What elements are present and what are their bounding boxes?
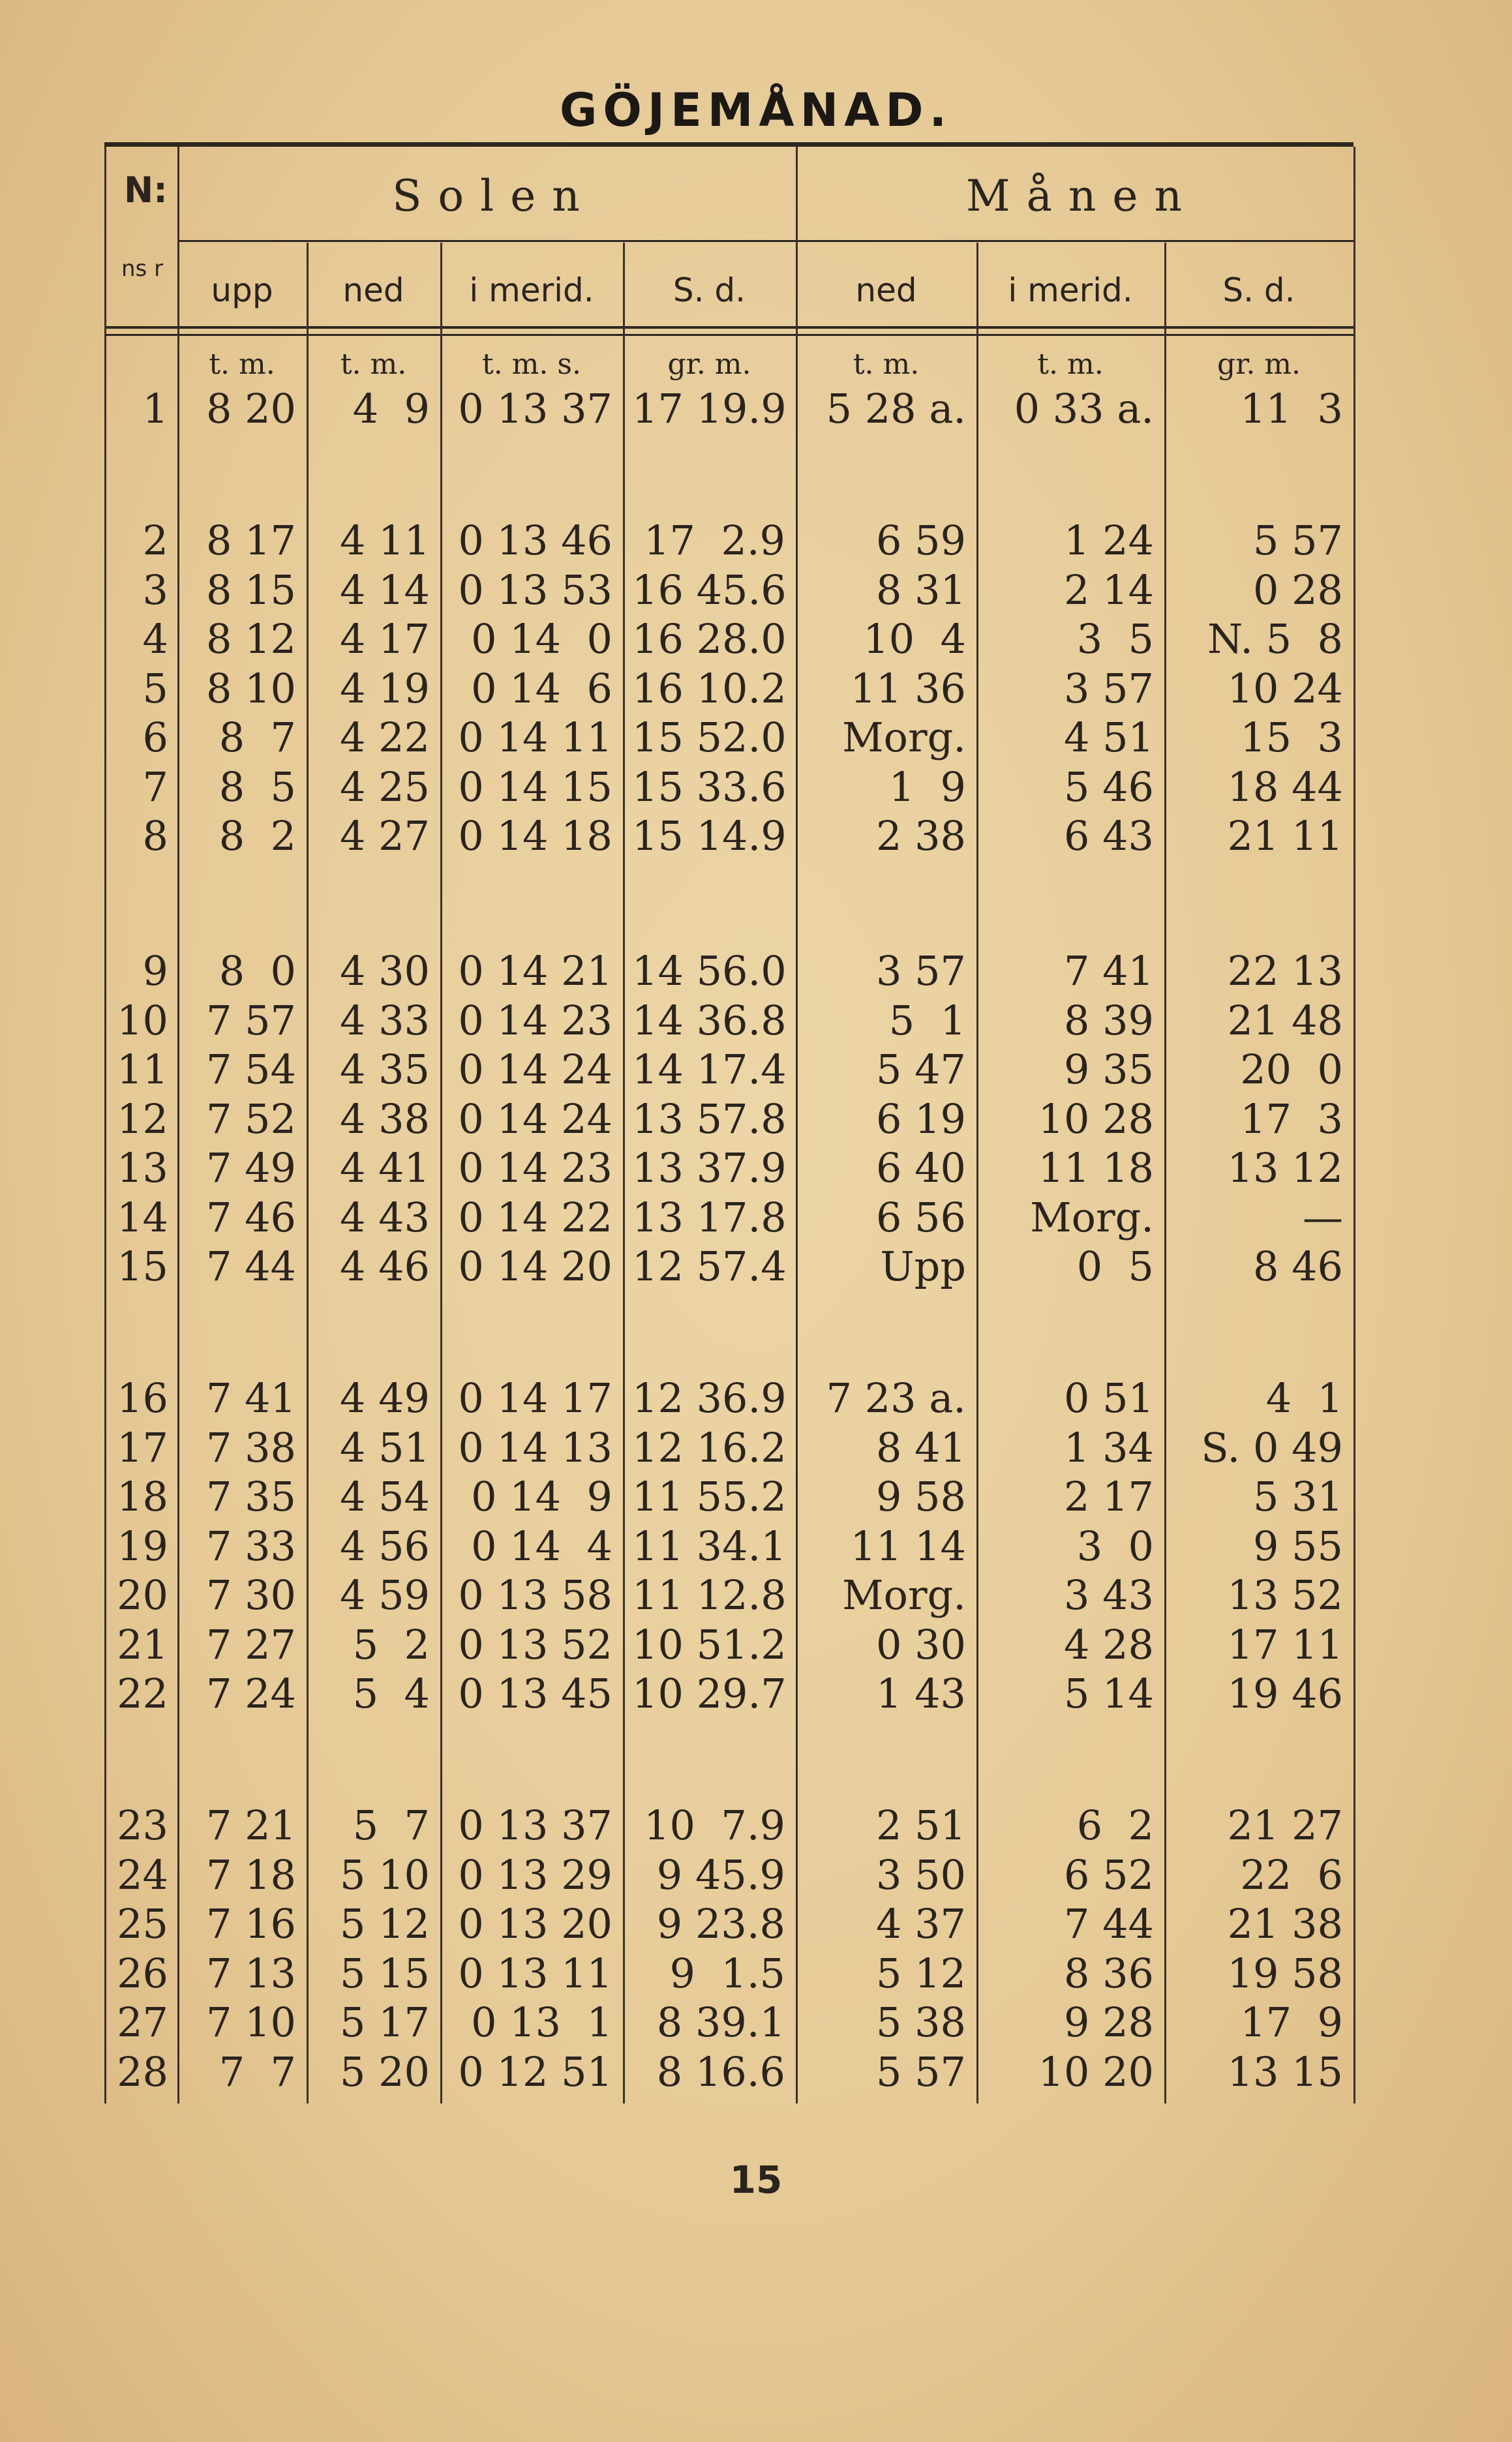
- day-number: 28: [117, 2047, 168, 2096]
- sun-rise-value: 8 12: [205, 615, 296, 663]
- sun-meridian-value: 0 14 15: [458, 762, 612, 811]
- sun-set-value: 5 20: [339, 2047, 430, 2096]
- sun-rise-value: 7 41: [205, 1374, 296, 1422]
- sun-rise-value: 8 7: [219, 714, 296, 761]
- moon-set-value: 0 30: [875, 1620, 966, 1668]
- moon-meridian-value: 1 34: [1063, 1423, 1154, 1471]
- sun-declination-value: 11 34.1: [632, 1522, 787, 1570]
- moon-declination-value: 5 31: [1252, 1473, 1343, 1520]
- sun-rise-value: 8 5: [219, 762, 296, 811]
- day-number: 8: [142, 812, 168, 860]
- sun-meridian-value: 0 13 37: [458, 385, 612, 432]
- day-number: 24: [117, 1850, 168, 1899]
- sun-meridian-value: 0 13 1: [471, 1998, 612, 2046]
- sun-set-value: 4 43: [339, 1193, 430, 1241]
- sun-declination-value: 14 36.8: [632, 996, 787, 1044]
- sun-meridian-value: 0 14 20: [458, 1243, 612, 1290]
- moon-set-value: 5 47: [875, 1046, 966, 1093]
- moon-declination-value: 10 24: [1227, 664, 1343, 712]
- sun-declination-value: 12 36.9: [632, 1374, 787, 1422]
- col-line-left: [104, 147, 106, 2103]
- moon-set-value: 6 59: [875, 517, 966, 564]
- sun-set-value: 4 35: [339, 1046, 430, 1093]
- sun-rise-value: 7 16: [205, 1900, 296, 1948]
- day-number: 5: [142, 664, 168, 712]
- col-line: [976, 243, 978, 2103]
- moon-set-value: 6 40: [875, 1144, 966, 1192]
- sun-rise-value: 7 52: [205, 1094, 296, 1143]
- moon-meridian-value: 0 51: [1063, 1374, 1154, 1422]
- sun-set-value: 4 27: [339, 812, 430, 860]
- unit-label: gr. m.: [1217, 348, 1301, 381]
- day-number: 16: [117, 1374, 168, 1422]
- moon-set-value: 3 50: [875, 1850, 966, 1899]
- sun-set-value: 4 41: [339, 1144, 430, 1192]
- moon-meridian-value: 5 46: [1063, 762, 1154, 811]
- sun-meridian-value: 0 14 22: [458, 1193, 612, 1241]
- moon-set-value: 9 58: [875, 1473, 966, 1520]
- sun-meridian-value: 0 14 21: [458, 947, 612, 995]
- moon-set-value: 1 9: [888, 762, 966, 811]
- moon-meridian-value: 4 51: [1063, 714, 1154, 761]
- sun-rise-value: 8 20: [205, 385, 296, 432]
- sun-rise-value: 7 30: [205, 1571, 296, 1619]
- moon-declination-value: 17 3: [1240, 1094, 1343, 1143]
- sun-declination-value: 8 39.1: [656, 1998, 785, 2046]
- sun-declination-value: 14 17.4: [632, 1046, 787, 1093]
- moon-declination-value: 21 11: [1227, 812, 1343, 860]
- page-title: GÖJEMÅNAD.: [559, 83, 953, 137]
- sun-meridian-value: 0 14 18: [458, 812, 612, 860]
- moon-meridian-value: 11 18: [1038, 1144, 1154, 1192]
- sun-rise-value: 7 7: [219, 2047, 296, 2096]
- sun-declination-value: 11 55.2: [632, 1473, 787, 1520]
- day-number: 19: [117, 1522, 168, 1570]
- sun-declination-value: 10 29.7: [632, 1670, 787, 1717]
- unit-label: t. m.: [340, 348, 407, 381]
- sun-set-value: 5 2: [352, 1620, 430, 1668]
- sun-rise-value: 8 15: [205, 565, 296, 614]
- moon-declination-value: 21 38: [1227, 1900, 1343, 1948]
- sun-rise-value: 8 2: [219, 812, 296, 860]
- sun-set-value: 4 22: [339, 714, 430, 761]
- moon-declination-value: 13 12: [1227, 1144, 1343, 1192]
- sun-meridian-value: 0 14 13: [458, 1423, 612, 1471]
- day-number: 4: [142, 615, 168, 663]
- col-line-solen-manen: [796, 147, 798, 2103]
- moon-set-value: 1 43: [875, 1670, 966, 1717]
- top-rule: [104, 142, 1353, 147]
- col-line-right: [1353, 147, 1355, 2103]
- moon-declination-value: 13 52: [1227, 1571, 1343, 1619]
- moon-meridian-value: 9 28: [1063, 1998, 1154, 2046]
- sun-declination-value: 15 52.0: [632, 714, 787, 761]
- moon-declination-value: 9 55: [1252, 1522, 1343, 1570]
- page-number: 15: [729, 2158, 783, 2202]
- sun-meridian-value: 0 13 53: [458, 565, 612, 614]
- moon-set-value: 4 37: [875, 1900, 966, 1948]
- manen-col-header: S. d.: [1222, 271, 1295, 309]
- moon-set-value: Upp: [880, 1243, 966, 1290]
- sun-rise-value: 7 35: [205, 1473, 296, 1520]
- moon-set-value: 7 23 a.: [826, 1374, 966, 1422]
- moon-set-value: Morg.: [842, 714, 966, 761]
- day-number: 26: [117, 1949, 168, 1997]
- moon-set-value: 10 4: [863, 615, 966, 663]
- sun-meridian-value: 0 14 11: [458, 714, 612, 761]
- day-number: 13: [117, 1144, 168, 1192]
- moon-meridian-value: 3 43: [1063, 1571, 1154, 1619]
- sun-meridian-value: 0 13 46: [458, 517, 612, 564]
- sun-declination-value: 15 33.6: [632, 762, 787, 811]
- moon-meridian-value: 7 41: [1063, 947, 1154, 995]
- moon-set-value: 6 19: [875, 1094, 966, 1143]
- moon-meridian-value: 2 14: [1063, 565, 1154, 614]
- moon-declination-value: 8 46: [1252, 1243, 1343, 1290]
- sun-meridian-value: 0 14 17: [458, 1374, 612, 1422]
- sun-declination-value: 14 56.0: [632, 947, 787, 995]
- moon-meridian-value: 10 28: [1038, 1094, 1154, 1143]
- sun-set-value: 4 33: [339, 996, 430, 1044]
- moon-set-value: 5 12: [875, 1949, 966, 1997]
- moon-set-value: Morg.: [842, 1571, 966, 1619]
- moon-declination-value: 0 28: [1252, 565, 1343, 614]
- moon-meridian-value: 1 24: [1063, 517, 1154, 564]
- sun-set-value: 5 7: [352, 1801, 430, 1849]
- moon-meridian-value: 6 52: [1063, 1850, 1154, 1899]
- sun-declination-value: 8 16.6: [656, 2047, 785, 2096]
- sun-set-value: 4 49: [339, 1374, 430, 1422]
- day-number: 18: [117, 1473, 168, 1520]
- sun-meridian-value: 0 14 6: [471, 664, 612, 712]
- sun-meridian-value: 0 12 51: [458, 2047, 612, 2096]
- col-line: [623, 243, 625, 2103]
- sun-declination-value: 11 12.8: [632, 1571, 787, 1619]
- moon-meridian-value: 10 20: [1038, 2047, 1154, 2096]
- sun-set-value: 4 54: [339, 1473, 430, 1520]
- day-number: 14: [117, 1193, 168, 1241]
- day-number: 7: [142, 762, 168, 811]
- moon-declination-value: 5 57: [1252, 517, 1343, 564]
- unit-label: t. m.: [209, 348, 275, 381]
- day-number: 10: [117, 996, 168, 1044]
- moon-meridian-value: 6 2: [1076, 1801, 1154, 1849]
- sun-set-value: 5 10: [339, 1850, 430, 1899]
- sun-set-value: 5 17: [339, 1998, 430, 2046]
- moon-set-value: 8 31: [875, 565, 966, 614]
- sun-rise-value: 8 0: [219, 947, 296, 995]
- moon-meridian-value: Morg.: [1030, 1193, 1154, 1241]
- sun-meridian-value: 0 14 0: [471, 615, 612, 663]
- sun-set-value: 4 46: [339, 1243, 430, 1290]
- col-line: [307, 243, 309, 2103]
- moon-meridian-value: 5 14: [1063, 1670, 1154, 1717]
- moon-declination-value: 15 3: [1240, 714, 1343, 761]
- col-line-day: [177, 147, 179, 2103]
- sun-declination-value: 9 1.5: [669, 1949, 785, 1997]
- sun-set-value: 4 11: [339, 517, 430, 564]
- sun-meridian-value: 0 13 58: [458, 1571, 612, 1619]
- moon-declination-value: 21 27: [1227, 1801, 1343, 1849]
- day-number: 12: [117, 1094, 168, 1143]
- solen-col-header: S. d.: [673, 271, 746, 309]
- col-line: [1164, 243, 1166, 2103]
- solen-col-header: ned: [342, 271, 404, 309]
- subheader-rule-solen: [177, 240, 796, 242]
- moon-declination-value: N. 5 8: [1207, 615, 1343, 663]
- day-number: 21: [117, 1620, 168, 1668]
- moon-declination-value: —: [1303, 1193, 1343, 1241]
- moon-meridian-value: 3 57: [1063, 664, 1154, 712]
- sun-set-value: 4 19: [339, 664, 430, 712]
- sun-set-value: 4 38: [339, 1094, 430, 1143]
- sun-rise-value: 8 17: [205, 517, 296, 564]
- moon-meridian-value: 3 5: [1076, 615, 1154, 663]
- moon-set-value: 6 56: [875, 1193, 966, 1241]
- sun-declination-value: 9 45.9: [656, 1850, 785, 1899]
- sun-meridian-value: 0 13 37: [458, 1801, 612, 1849]
- sun-declination-value: 10 7.9: [644, 1801, 785, 1849]
- moon-declination-value: 18 44: [1227, 762, 1343, 811]
- sun-declination-value: 12 57.4: [632, 1243, 787, 1290]
- day-number: 23: [117, 1801, 168, 1849]
- sun-rise-value: 7 13: [205, 1949, 296, 1997]
- moon-set-value: 11 36: [850, 664, 966, 712]
- unit-label: gr. m.: [667, 348, 751, 381]
- moon-meridian-value: 0 33 a.: [1014, 385, 1154, 432]
- moon-declination-value: 22 6: [1240, 1850, 1343, 1899]
- day-number: 17: [117, 1423, 168, 1471]
- sun-set-value: 4 9: [352, 385, 430, 432]
- sun-declination-value: 10 51.2: [632, 1620, 787, 1668]
- sun-rise-value: 7 38: [205, 1423, 296, 1471]
- moon-set-value: 5 57: [875, 2047, 966, 2096]
- sun-set-value: 5 12: [339, 1900, 430, 1948]
- day-number: 3: [142, 565, 168, 614]
- sun-rise-value: 7 18: [205, 1850, 296, 1899]
- corner-header-bottom: ns r: [121, 256, 164, 282]
- sun-declination-value: 13 37.9: [632, 1144, 787, 1192]
- moon-set-value: 2 38: [875, 812, 966, 860]
- moon-meridian-value: 6 43: [1063, 812, 1154, 860]
- day-number: 20: [117, 1571, 168, 1619]
- moon-declination-value: 17 11: [1227, 1620, 1343, 1668]
- day-number: 9: [142, 947, 168, 995]
- moon-meridian-value: 8 36: [1063, 1949, 1154, 1997]
- solen-header: S o l e n: [392, 171, 581, 221]
- moon-set-value: 5 28 a.: [826, 385, 966, 432]
- moon-set-value: 5 1: [888, 996, 966, 1044]
- sun-meridian-value: 0 14 24: [458, 1046, 612, 1093]
- sun-meridian-value: 0 14 24: [458, 1094, 612, 1143]
- moon-meridian-value: 4 28: [1063, 1620, 1154, 1668]
- moon-declination-value: 17 9: [1240, 1998, 1343, 2046]
- moon-set-value: 11 14: [850, 1522, 966, 1570]
- moon-declination-value: 20 0: [1240, 1046, 1343, 1093]
- sun-meridian-value: 0 13 20: [458, 1900, 612, 1948]
- sun-rise-value: 7 10: [205, 1998, 296, 2046]
- sun-rise-value: 8 10: [205, 664, 296, 712]
- day-number: 25: [117, 1900, 168, 1948]
- sun-rise-value: 7 33: [205, 1522, 296, 1570]
- sun-rise-value: 7 27: [205, 1620, 296, 1668]
- moon-meridian-value: 8 39: [1063, 996, 1154, 1044]
- sun-declination-value: 9 23.8: [656, 1900, 785, 1948]
- sun-declination-value: 12 16.2: [632, 1423, 787, 1471]
- unit-label: t. m.: [1037, 348, 1104, 381]
- subheader-rule-manen: [796, 240, 1353, 242]
- manen-col-header: i merid.: [1008, 271, 1133, 309]
- sun-meridian-value: 0 14 23: [458, 996, 612, 1044]
- sun-meridian-value: 0 13 11: [458, 1949, 612, 1997]
- sun-declination-value: 16 45.6: [632, 565, 787, 614]
- sun-declination-value: 13 57.8: [632, 1094, 787, 1143]
- moon-meridian-value: 3 0: [1076, 1522, 1154, 1570]
- corner-header-top: N:: [124, 170, 168, 211]
- moon-declination-value: 11 3: [1240, 385, 1343, 432]
- moon-meridian-value: 7 44: [1063, 1900, 1154, 1948]
- sun-declination-value: 15 14.9: [632, 812, 787, 860]
- sun-rise-value: 7 46: [205, 1193, 296, 1241]
- day-number: 11: [117, 1046, 168, 1093]
- sun-rise-value: 7 21: [205, 1801, 296, 1849]
- moon-declination-value: 4 1: [1265, 1374, 1343, 1422]
- unit-label: t. m.: [853, 348, 920, 381]
- manen-header: M å n e n: [966, 171, 1183, 221]
- moon-declination-value: 19 58: [1227, 1949, 1343, 1997]
- sun-declination-value: 17 19.9: [632, 385, 787, 432]
- sun-meridian-value: 0 14 9: [471, 1473, 612, 1520]
- sun-meridian-value: 0 13 45: [458, 1670, 612, 1717]
- sun-declination-value: 17 2.9: [644, 517, 785, 564]
- day-number: 2: [142, 517, 168, 564]
- moon-declination-value: 13 15: [1227, 2047, 1343, 2096]
- solen-col-header: upp: [211, 271, 273, 309]
- moon-declination-value: 22 13: [1227, 947, 1343, 995]
- col-line: [440, 243, 442, 2103]
- sun-declination-value: 13 17.8: [632, 1193, 787, 1241]
- sun-rise-value: 7 57: [205, 996, 296, 1044]
- moon-meridian-value: 9 35: [1063, 1046, 1154, 1093]
- moon-declination-value: 19 46: [1227, 1670, 1343, 1717]
- day-number: 15: [117, 1243, 168, 1290]
- sun-rise-value: 7 54: [205, 1046, 296, 1093]
- day-number: 1: [142, 385, 168, 432]
- sun-meridian-value: 0 14 23: [458, 1144, 612, 1192]
- sun-declination-value: 16 28.0: [632, 615, 787, 663]
- sun-meridian-value: 0 13 52: [458, 1620, 612, 1668]
- sun-set-value: 4 14: [339, 565, 430, 614]
- manen-col-header: ned: [855, 271, 917, 309]
- moon-set-value: 3 57: [875, 947, 966, 995]
- sun-set-value: 4 17: [339, 615, 430, 663]
- day-number: 6: [142, 714, 168, 761]
- day-number: 22: [117, 1670, 168, 1717]
- moon-declination-value: S. 0 49: [1201, 1423, 1343, 1471]
- solen-col-header: i merid.: [469, 271, 594, 309]
- unit-label: t. m. s.: [482, 348, 581, 381]
- sun-set-value: 4 25: [339, 762, 430, 811]
- sun-rise-value: 7 49: [205, 1144, 296, 1192]
- day-number: 27: [117, 1998, 168, 2046]
- sun-rise-value: 7 24: [205, 1670, 296, 1717]
- sun-set-value: 4 59: [339, 1571, 430, 1619]
- sun-rise-value: 7 44: [205, 1243, 296, 1290]
- moon-declination-value: 21 48: [1227, 996, 1343, 1044]
- sun-meridian-value: 0 14 4: [471, 1522, 612, 1570]
- sun-set-value: 4 56: [339, 1522, 430, 1570]
- moon-meridian-value: 0 5: [1076, 1243, 1154, 1290]
- sun-declination-value: 16 10.2: [632, 664, 787, 712]
- sun-set-value: 5 4: [352, 1670, 430, 1717]
- sun-meridian-value: 0 13 29: [458, 1850, 612, 1899]
- moon-set-value: 8 41: [875, 1423, 966, 1471]
- sun-set-value: 4 51: [339, 1423, 430, 1471]
- moon-set-value: 5 38: [875, 1998, 966, 2046]
- sun-set-value: 4 30: [339, 947, 430, 995]
- moon-meridian-value: 2 17: [1063, 1473, 1154, 1520]
- sun-set-value: 5 15: [339, 1949, 430, 1997]
- moon-set-value: 2 51: [875, 1801, 966, 1849]
